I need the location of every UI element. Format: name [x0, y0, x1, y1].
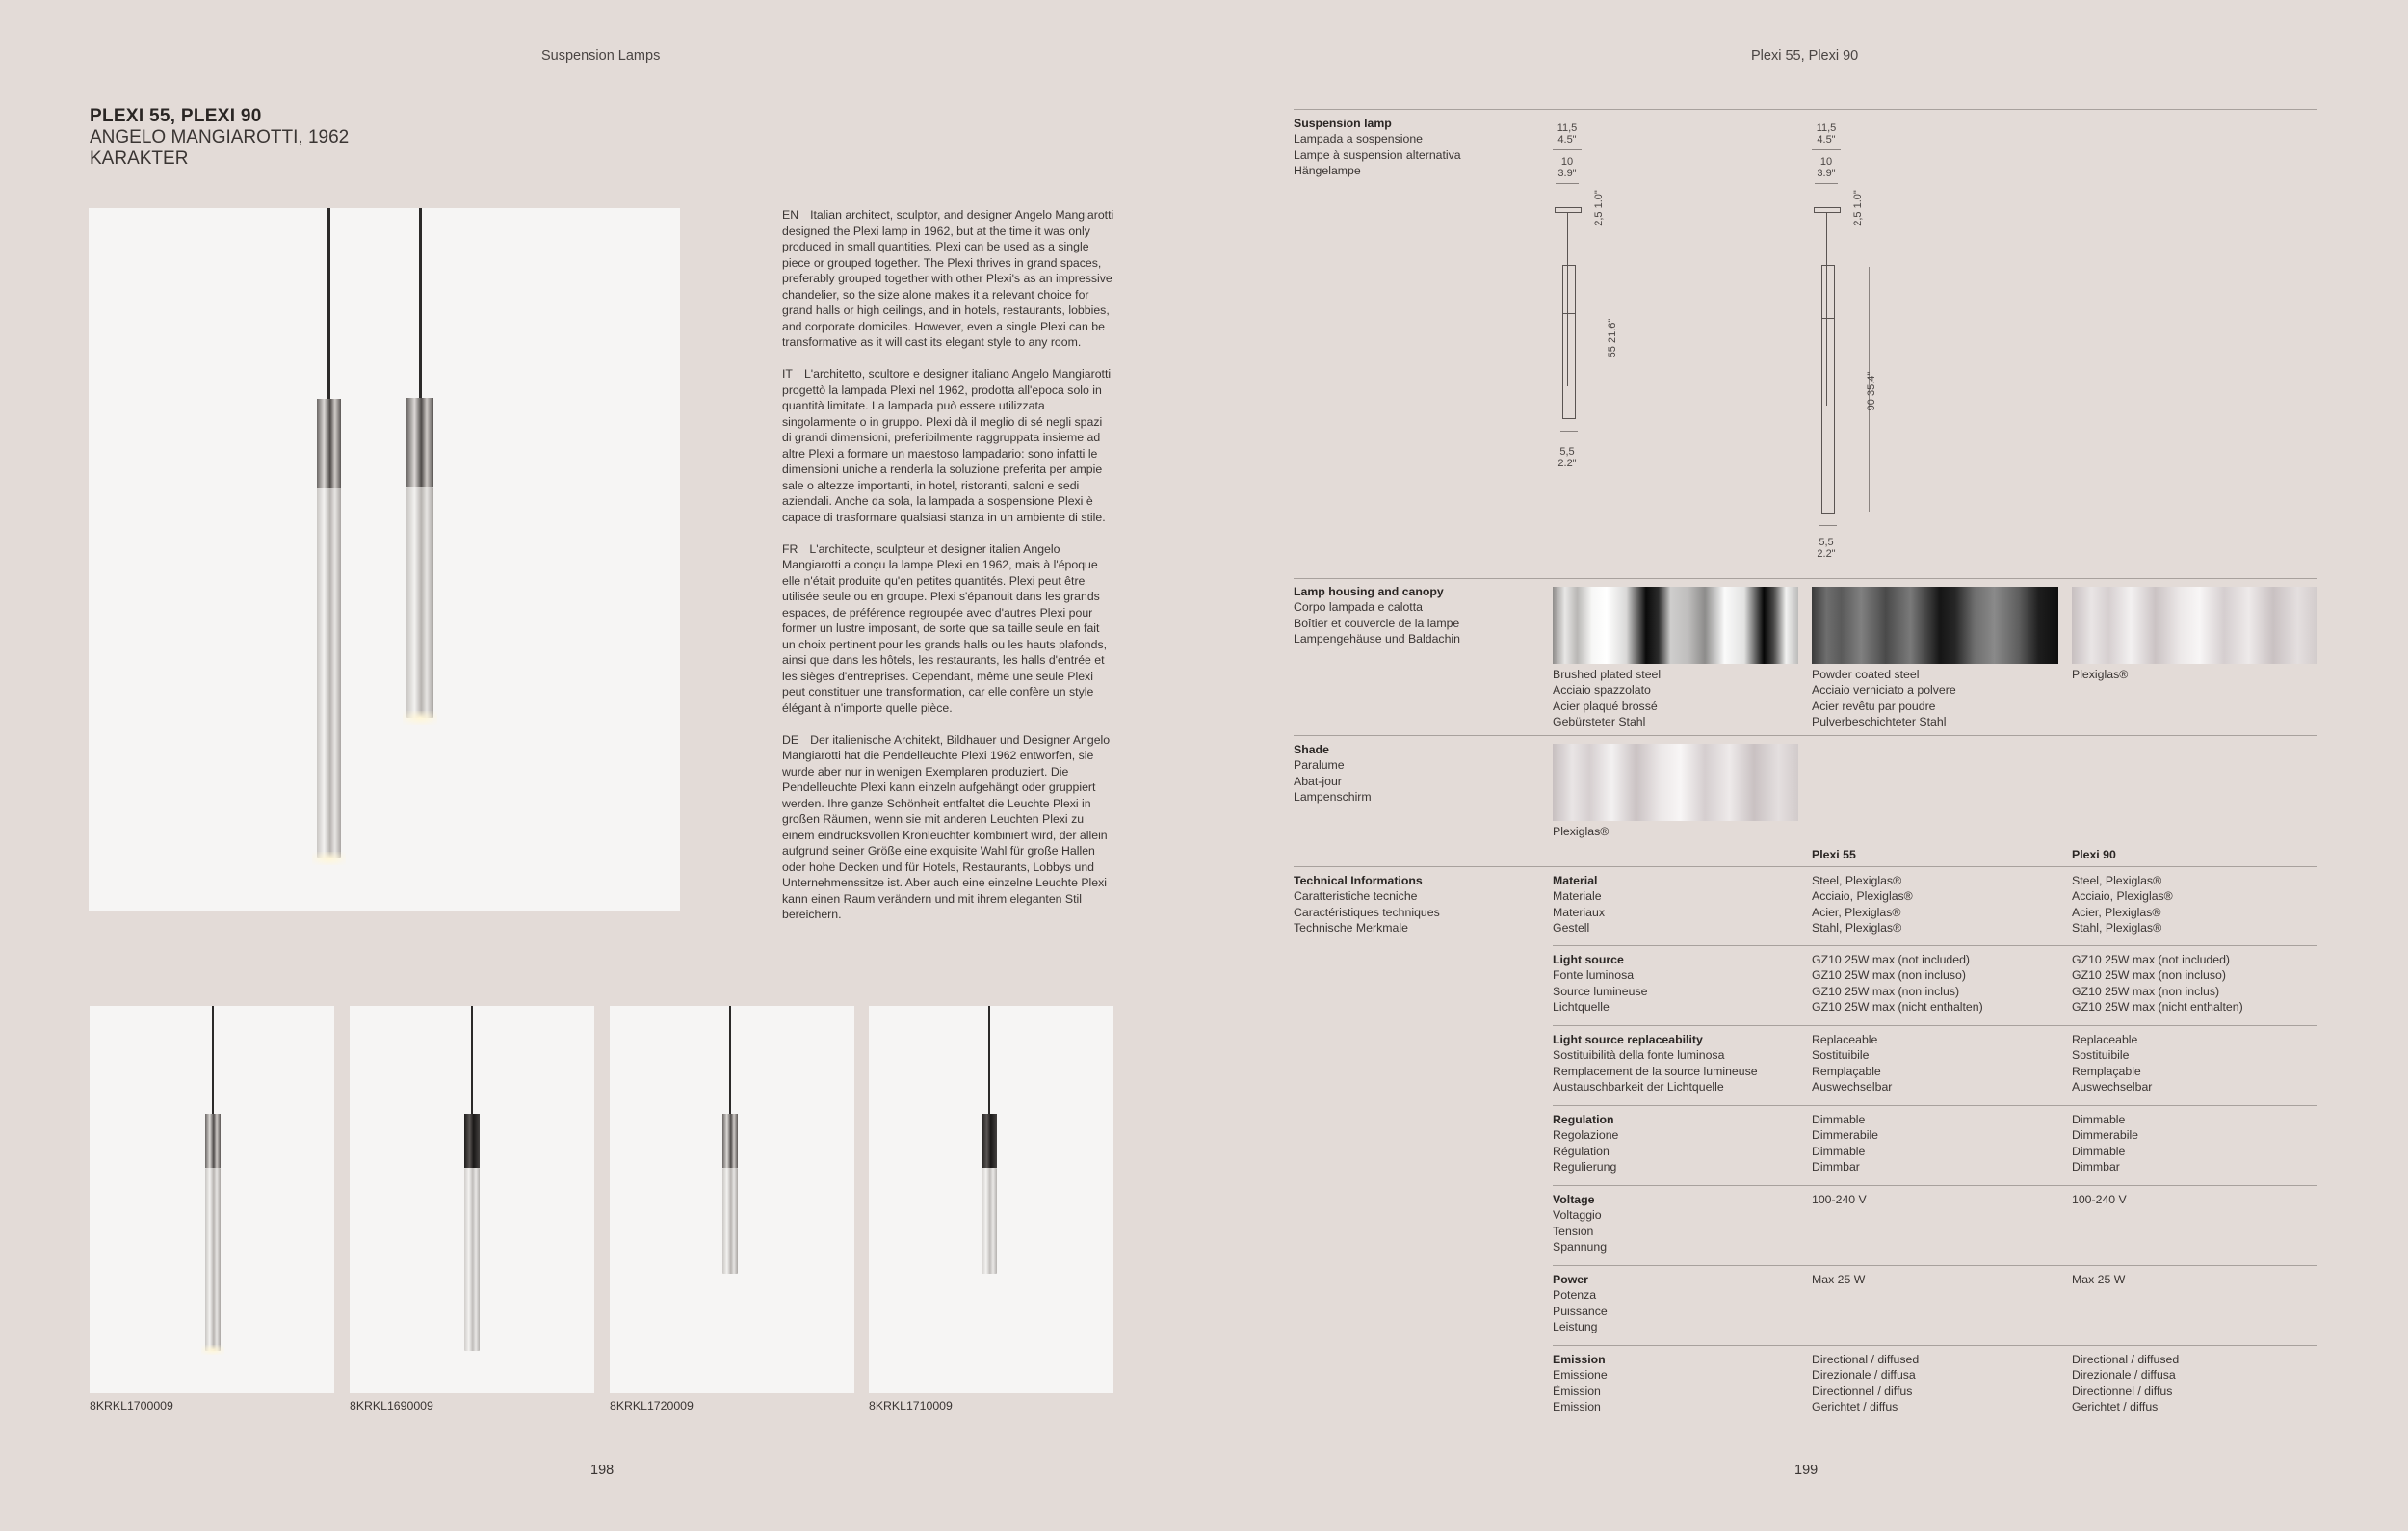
spec-value-voltage-90: 100-240 V [2072, 1193, 2127, 1206]
brand-line: KARAKTER [90, 148, 189, 169]
paragraph-en: EN Italian architect, sculptor, and designer Angelo Mangiarotti designed the Plexi lamp in 1962, but at the time it was only produced in small quantities. Plexi can be used as a single piece or grouped together. The Plexi thrives in grand spaces, preferably grouped together with other Plexi's as an impressive chandelier, so the size alone makes it a relevant choice for grand halls or high ceilings, and in hotels, restaurants, lobbies, and corporate domiciles. However, even a single Plexi can be transformative as it will cast its elegant style to any room. [782, 208, 1114, 349]
spec-value-voltage-55: 100-240 V [1812, 1193, 1867, 1206]
title-block [90, 106, 349, 170]
divider [1553, 1345, 2317, 1346]
left-page-header: Suspension Lamps [541, 48, 661, 64]
divider [1553, 1105, 2317, 1106]
spec-value-emission-90: Directional / diffused Direzionale / diffusa Directionnel / diffus Gerichtet / diffus [2072, 1353, 2180, 1414]
swatch-powder-coated [1812, 587, 2058, 664]
spec-value-replaceability-90: Replaceable Sostituibile Remplaçable Auswechselbar [2072, 1033, 2153, 1095]
spec-value-regulation-90: Dimmable Dimmerabile Dimmable Dimmbar [2072, 1113, 2139, 1175]
col-header-plexi-90: Plexi 90 [2072, 848, 2116, 861]
spec-label-regulation: Regulation Regolazione Régulation Regulierung [1553, 1113, 1619, 1175]
divider [1553, 1025, 2317, 1026]
spec-value-power-90: Max 25 W [2072, 1273, 2126, 1286]
product-code-1: 8KRKL1700009 [90, 1399, 173, 1412]
cord [419, 208, 422, 401]
divider [1553, 1185, 2317, 1186]
paragraph-fr: FR L'architecte, sculpteur et designer italien Angelo Mangiarotti a conçu la lampe Plexi en 1962, mais à l'époque elle n'était produite qu'en petites quantités. Plexi peut être utilisée seule ou en groupe. Plexi s'épanouit dans les grands espaces, de préférence regroupée avec d'autres Plexi pour former un lustre imposant, de sorte que sa taille seule en fait un choix pertinent pour les grands halls ou les hauts plafonds, ainsi que dans les hôtels, les restaurants, les halls d'entrée et les sièges d'entreprises. Cependant, même une seule Plexi peut constituer une transformation, car elle confère un style élégant à n'importe quelle pièce. [782, 541, 1108, 715]
finish-powder-coated: Powder coated steel Acciaio verniciato a polvere Acier revêtu par poudre Pulverbeschichteter Stahl [1812, 668, 1956, 729]
tech-label: Technical Informations Caratteristiche tecniche Caractéristiques techniques Technische Merkmale [1294, 874, 1440, 936]
divider [1294, 109, 2317, 110]
spec-value-emission-55: Directional / diffused Direzionale / diffusa Directionnel / diffus Gerichtet / diffus [1812, 1353, 1920, 1414]
spec-value-material-90: Steel, Plexiglas® Acciaio, Plexiglas® Acier, Plexiglas® Stahl, Plexiglas® [2072, 874, 2173, 936]
dimension-drawing-plexi-55 [1541, 120, 1657, 487]
lamp-glow [403, 711, 437, 725]
product-code-4: 8KRKL1710009 [869, 1399, 953, 1412]
spec-value-regulation-55: Dimmable Dimmerabile Dimmable Dimmbar [1812, 1113, 1879, 1175]
lamp-tube-short [406, 487, 433, 718]
finish-plexiglas: Plexiglas® [2072, 668, 2129, 681]
dim-height-55: 55 21.6" [1607, 318, 1618, 358]
divider [1294, 578, 2317, 579]
lamp-canopy [406, 398, 433, 487]
cord [327, 208, 330, 401]
suspension-label: Suspension lamp Lampada a sospensione Lampe à suspension alternativa Hängelampe [1294, 117, 1461, 178]
description-text [782, 207, 1114, 938]
spec-label-emission: Emission Emissione Émission Emission [1553, 1353, 1608, 1414]
housing-label: Lamp housing and canopy Corpo lampada e calotta Boîtier et couvercle de la lampe Lampengehäuse und Baldachin [1294, 585, 1460, 647]
spec-label-power: Power Potenza Puissance Leistung [1553, 1273, 1608, 1334]
spec-value-power-55: Max 25 W [1812, 1273, 1866, 1286]
thumb-photo-4 [869, 1006, 1113, 1393]
right-page-number: 199 [1794, 1463, 1819, 1478]
lamp-canopy [317, 399, 341, 488]
divider [1294, 866, 2317, 867]
shade-label: Shade Paralume Abat-jour Lampenschirm [1294, 743, 1372, 805]
hero-photo [89, 208, 680, 911]
designer-line: ANGELO MANGIAROTTI, 1962 [90, 127, 350, 147]
left-page-number: 198 [590, 1463, 615, 1478]
divider [1553, 945, 2317, 946]
dim-canopy-width: 11,5 4.5" [1557, 122, 1578, 145]
spec-label-light-source: Light source Fonte luminosa Source lumineuse Lichtquelle [1553, 953, 1648, 1015]
swatch-brushed-steel [1553, 587, 1798, 664]
dimension-drawing-plexi-90: 11,5 4.5" 10 3.9" 2,5 1.0" 90 35.4" 5,5 2.2" [1800, 120, 1916, 573]
dim-height-90: 90 35.4" [1866, 371, 1877, 411]
paragraph-it: IT L'architetto, scultore e designer italiano Angelo Mangiarotti progettò la lampada Plexi nel 1962, prodotta all'epoca solo in quantità limitate. La lampada può essere utilizzata singolarmente o in gruppo. Plexi dà il meglio di sé negli spazi di grandi dimensioni, preferibilmente raggruppata insieme ad altre Plexi a formare un maestoso lampadario: sono infatti le dimensioni uniche a renderla la soluzione preferita per ampie sale o altezze importanti, in hotel, ristoranti, saloni e sedi aziendali. Anche da sola, la lampada a sospensione Plexi è capace di trasformare qualsiasi stanza in un ambiente di stile. [782, 367, 1112, 524]
dim-canopy-height: 2,5 1.0" [1593, 190, 1605, 226]
paragraph-de: DE Der italienische Architekt, Bildhauer und Designer Angelo Mangiarotti hat die Pendelleuchte Plexi 1962 entworfen, sie wurde aber nur in wenigen Exemplaren produziert. Die Pendelleuchte Plexi kann einzeln aufgehängt oder gruppiert werden. Ihre ganze Schönheit entfaltet die Leuchte Plexi in großen Räumen, wenn sie mit anderen Leuchten Plexi zu einem eindrucksvollen Kronleuchter kombiniert wird, der allein aufgrund seiner Größe eine exquisite Wahl für große Hallen oder hohe Decken und für Hotels, Restaurants, Lobbys und Unternehmenssitze ist. Aber auch eine einzelne Leuchte Plexi kann einen Raum verändern und mit ihrem eleganten Stil bereichern. [782, 732, 1111, 921]
product-code-2: 8KRKL1690009 [350, 1399, 433, 1412]
lamp-glow [312, 852, 346, 865]
finish-brushed-steel: Brushed plated steel Acciaio spazzolato Acier plaqué brossé Gebürsteter Stahl [1553, 668, 1662, 729]
divider [1294, 735, 2317, 736]
spec-value-material-55: Steel, Plexiglas® Acciaio, Plexiglas® Acier, Plexiglas® Stahl, Plexiglas® [1812, 874, 1913, 936]
right-page-header: Plexi 55, Plexi 90 [1751, 48, 1859, 64]
spec-label-voltage: Voltage Voltaggio Tension Spannung [1553, 1193, 1608, 1254]
shade-finish: Plexiglas® [1553, 825, 1610, 838]
spec-value-light-source-90: GZ10 25W max (not included) GZ10 25W max (non incluso) GZ10 25W max (non inclus) GZ10 25W max (nicht enthalten) [2072, 953, 2243, 1015]
thumb-photo-1 [90, 1006, 334, 1393]
product-code-3: 8KRKL1720009 [610, 1399, 694, 1412]
dim-diameter: 5,5 2.2" [1557, 446, 1577, 469]
lamp-tube-long [317, 488, 341, 858]
swatch-shade-plexiglas [1553, 744, 1798, 821]
product-title: PLEXI 55, PLEXI 90 [90, 106, 262, 126]
col-header-plexi-55: Plexi 55 [1812, 848, 1856, 861]
thumb-photo-2 [350, 1006, 594, 1393]
divider [1553, 1265, 2317, 1266]
dim-canopy-depth: 10 3.9" [1557, 156, 1577, 179]
swatch-plexiglas [2072, 587, 2317, 664]
spec-label-material: Material Materiale Materiaux Gestell [1553, 874, 1605, 936]
spec-label-replaceability: Light source replaceability Sostituibilità della fonte luminosa Remplacement de la source lumineuse Austauschbarkeit der Lichtquelle [1553, 1033, 1758, 1095]
spec-value-replaceability-55: Replaceable Sostituibile Remplaçable Auswechselbar [1812, 1033, 1893, 1095]
spec-value-light-source-55: GZ10 25W max (not included) GZ10 25W max (non incluso) GZ10 25W max (non inclus) GZ10 25W max (nicht enthalten) [1812, 953, 1983, 1015]
thumb-photo-3 [610, 1006, 854, 1393]
